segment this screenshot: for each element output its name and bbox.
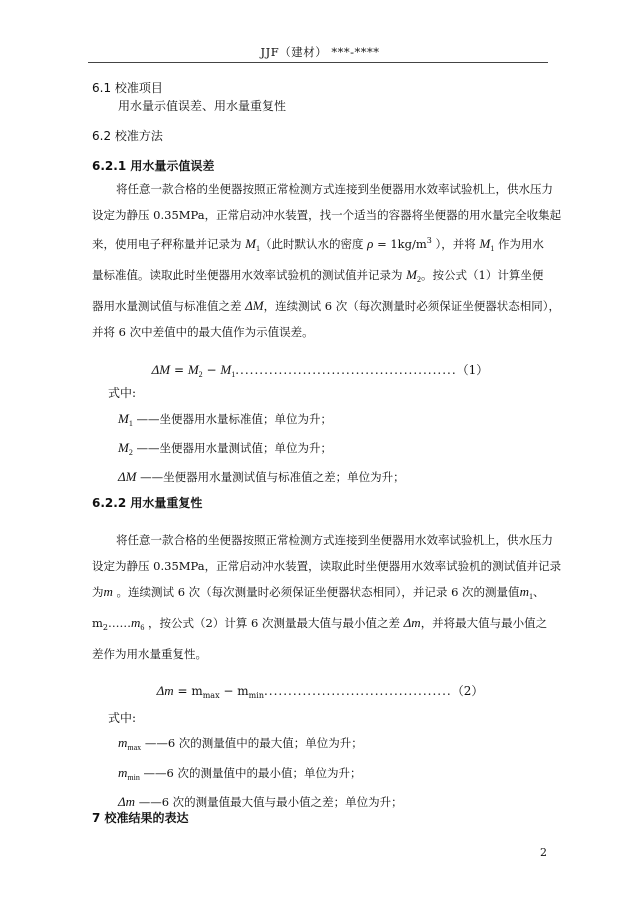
section-6-2-1-heading: 6.2.1 用水量示值误差 — [92, 159, 215, 173]
definition-item: $M_1$ ——坐便器用水量标准值；单位为升； — [118, 411, 332, 428]
page-number: 2 — [540, 846, 547, 859]
formula-number: （2） — [451, 684, 484, 698]
where-label: 式中: — [108, 386, 137, 400]
section-6-2-1-paragraph — [92, 176, 562, 345]
paragraph-line: 为m 。连续测试 6 次（每次测量时必须保证坐便器状态相同），并记录 6 次的测量值$m_1$、 — [92, 584, 545, 601]
definition-item: $M_2$ ——坐便器用水量测试值；单位为升； — [118, 440, 332, 457]
definition-item: $m_{min}$ ——6 次的测量值中的最小值；单位为升； — [118, 765, 362, 782]
formula-1: $\Delta M = M_2 - M_1..............................................(1)$ — [151, 362, 489, 379]
section-6-2-heading: 6.2 校准方法 — [92, 129, 163, 143]
definition-item: ΔM ——坐便器用水量测试值与标准值之差；单位为升； — [118, 469, 405, 484]
section-6-2-2-heading: 6.2.2 用水量重复性 — [92, 496, 203, 510]
paragraph-line: 量标准值。读取此时坐便器用水效率试验机的测试值并记录为 $M_2$。按公式（1）计算坐便 — [92, 266, 544, 284]
page-header: JJF（建材） ***-**** — [260, 45, 380, 59]
formula-2: $\Delta m = m_{max} - m_{min}.......................................(2)$ — [156, 683, 484, 700]
section-6-2-2-paragraph — [92, 527, 562, 667]
paragraph-line: 将任意一款合格的坐便器按照正常检测方式连接到坐便器用水效率试验机上，供水压力 — [116, 182, 553, 196]
paragraph-line: 将任意一款合格的坐便器按照正常检测方式连接到坐便器用水效率试验机上，供水压力 — [116, 533, 553, 547]
header-divider — [88, 62, 548, 63]
formula-number: （1） — [456, 363, 489, 377]
paragraph-line: 并将 6 次中差值中的最大值作为示值误差。 — [92, 324, 314, 339]
section-6-1-heading: 6.1 校准项目 — [92, 81, 163, 95]
paragraph-line: 来，使用电子秤称量并记录为 $M_1$（此时默认水的密度 $\rho = 1kg/m^3$ ），并将 $M_1$ 作为用水 — [92, 235, 544, 253]
paragraph-line: 设定为静压 0.35MPa，正常启动冲水装置，读取此时坐便器用水效率试验机的测试值并记录 — [92, 559, 562, 573]
section-6-1-items: 用水量示值误差、用水量重复性 — [118, 99, 287, 113]
where-label: 式中: — [108, 711, 137, 725]
paragraph-line: $m_2\dots\dots m_6$ ，按公式（2）计算 6 次测量最大值与最小值之差 Δm，并将最大值与最小值之 — [92, 615, 548, 632]
paragraph-line: 器用水量测试值与标准值之差 ΔM，连续测试 6 次（每次测量时必须保证坐便器状态相同）， — [92, 297, 560, 313]
definition-item: $m_{max}$ ——6 次的测量值中的最大值；单位为升； — [118, 735, 363, 752]
section-7-heading: 7 校准结果的表达 — [92, 811, 189, 825]
definition-item: Δm ——6 次的测量值最大值与最小值之差；单位为升； — [118, 794, 403, 809]
paragraph-line: 设定为静压 0.35MPa，正常启动冲水装置，找一个适当的容器将坐便器的用水量完全收集起 — [92, 208, 562, 222]
paragraph-line: 差作为用水量重复性。 — [92, 647, 207, 661]
